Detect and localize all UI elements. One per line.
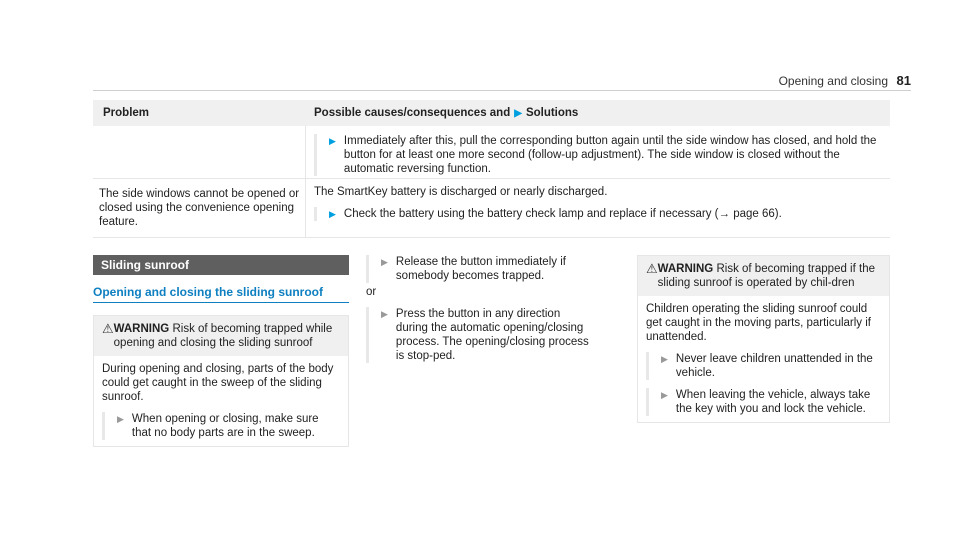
warning-body [94, 356, 348, 446]
problem-solution-table [93, 100, 890, 238]
arrow-right-icon: ▶ [514, 107, 522, 119]
warning-header [638, 256, 889, 296]
right-column [637, 255, 890, 423]
step-bar [646, 352, 649, 380]
step-bar [314, 207, 317, 221]
warning-text [658, 262, 881, 290]
instruction-step [366, 255, 592, 283]
step-bar [366, 307, 369, 363]
warning-description: During opening and closing, parts of the body could get caught in the sweep of the sliding sunroof. [102, 363, 334, 403]
warning-description: Children operating the sliding sunroof could get caught in the moving parts, particularly if unattended. [646, 303, 872, 343]
instruction-step [366, 307, 592, 363]
step-text: Immediately after this, pull the corresponding button again until the side window has closed, and hold the button for at least one more second (follow-up adjustment). The side window is closed without the automatic reversing function. [343, 135, 877, 175]
warning-text [114, 322, 340, 350]
step-arrow-icon: ▶ [329, 136, 336, 146]
header-divider [93, 90, 911, 91]
warning-header [94, 316, 348, 356]
step-text: When leaving the vehicle, always take the key with you and lock the vehicle. [675, 389, 871, 415]
section-title: Sliding sunroof [93, 255, 349, 275]
middle-column [366, 255, 592, 363]
instruction-step [314, 207, 882, 221]
page-title: Opening and closing [778, 74, 888, 88]
problem-cell [93, 126, 306, 178]
solutions-header-prefix: Possible causes/consequences and [314, 107, 511, 119]
step-bar [314, 134, 317, 176]
step-arrow-icon: ▶ [661, 354, 668, 364]
step-arrow-icon: ▶ [661, 390, 668, 400]
left-column [93, 255, 349, 447]
warning-body [638, 296, 889, 422]
step-text: When opening or closing, make sure that no body parts are in the sweep. [131, 413, 319, 439]
table-row [93, 126, 890, 179]
step-text: Press the button in any direction during the automatic opening/closing process. The opening/closing process is stop-ped. [395, 308, 589, 362]
subsection-title: Opening and closing the sliding sunroof [93, 285, 349, 303]
instruction-step [646, 352, 881, 380]
page-header [0, 0, 960, 90]
warning-box [93, 315, 349, 447]
solutions-header-suffix: Solutions [525, 107, 579, 119]
solution-cell [306, 126, 890, 178]
or-text: or [366, 286, 377, 298]
warning-message: Risk of becoming trapped while opening and closing the sliding sunroof [113, 323, 333, 349]
step-text: Check the battery using the battery check lamp and replace if necessary (→ page 66). [343, 208, 782, 220]
step-text: Release the button immediately if somebody becomes trapped. [395, 256, 566, 282]
step-arrow-icon: ▶ [381, 309, 388, 319]
step-arrow-icon: ▶ [329, 209, 336, 219]
page-number: 81 [896, 73, 911, 88]
step-bar [646, 388, 649, 416]
warning-message: Risk of becoming trapped if the sliding sunroof is operated by chil-dren [657, 263, 875, 289]
instruction-step [102, 412, 340, 440]
table-row [93, 179, 890, 238]
problem-header: Problem [103, 107, 150, 119]
step-bar [366, 255, 369, 283]
solutions-header [306, 107, 890, 119]
cause-text: The SmartKey battery is discharged or nearly discharged. [314, 186, 608, 198]
warning-icon: ⚠ [102, 321, 114, 336]
warning-box [637, 255, 890, 423]
problem-cell: The side windows cannot be opened or closed using the convenience opening feature. [93, 179, 306, 237]
instruction-step [646, 388, 881, 416]
warning-label: WARNING [113, 323, 170, 335]
step-bar [102, 412, 105, 440]
step-arrow-icon: ▶ [381, 257, 388, 267]
step-arrow-icon: ▶ [117, 414, 124, 424]
warning-label: WARNING [657, 263, 714, 275]
table-header [93, 100, 890, 126]
step-text: Never leave children unattended in the vehicle. [675, 353, 873, 379]
instruction-step [314, 134, 882, 176]
warning-icon: ⚠ [646, 261, 658, 276]
solution-cell [306, 179, 890, 237]
